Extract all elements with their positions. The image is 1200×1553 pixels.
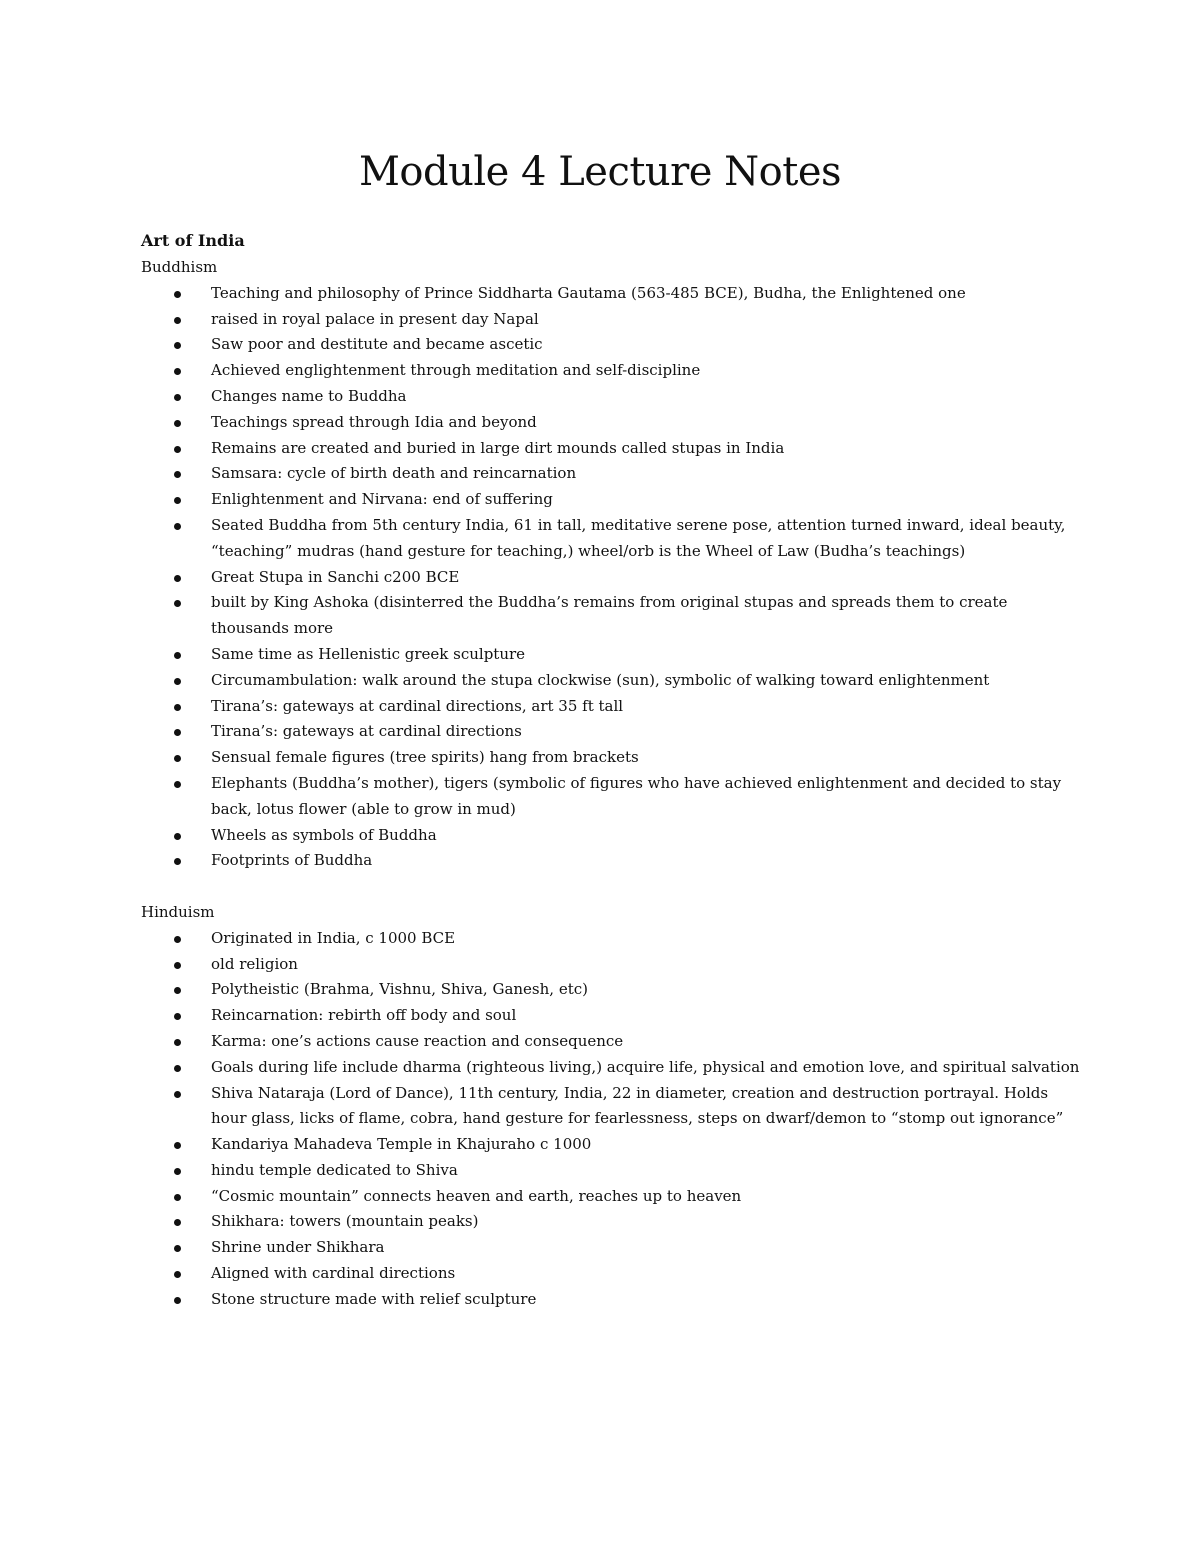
bullet-icon (174, 1039, 181, 1046)
bullet-icon (174, 497, 181, 504)
list-item (141, 410, 1081, 436)
list-item-text: Samsara: cycle of birth death and reincarnation (211, 464, 577, 483)
list-item-text: Circumambulation: walk around the stupa clockwise (sun), symbolic of walking toward enlightenment (211, 670, 990, 689)
bullet-icon (174, 987, 181, 994)
list-item (141, 281, 1081, 307)
section-heading-art-of-india: Art of India (141, 231, 245, 250)
bullet-icon (174, 1168, 181, 1175)
list-item (141, 590, 1081, 642)
list-item (141, 977, 1081, 1003)
list-item-text: hindu temple dedicated to Shiva (211, 1160, 458, 1179)
list-item (141, 1235, 1081, 1261)
list-item (141, 1003, 1081, 1029)
bullet-icon (174, 833, 181, 840)
list-item-text: Changes name to Buddha (211, 386, 407, 405)
list-item (141, 436, 1081, 462)
list-item-text: Saw poor and destitute and became ascetic (211, 335, 543, 354)
list-item-text: Remains are created and buried in large dirt mounds called stupas in India (211, 438, 785, 457)
list-item (141, 565, 1081, 591)
list-item (141, 745, 1081, 771)
list-item-text: Originated in India, c 1000 BCE (211, 928, 456, 947)
bullet-icon (174, 962, 181, 969)
list-item (141, 1261, 1081, 1287)
bullet-icon (174, 1013, 181, 1020)
bullet-icon (174, 317, 181, 324)
notes-content (141, 255, 1081, 1313)
list-item-text: Sensual female figures (tree spirits) hang from brackets (211, 748, 639, 767)
list-item-text: Karma: one’s actions cause reaction and consequence (211, 1031, 624, 1050)
list-item (141, 1029, 1081, 1055)
bullet-icon (174, 420, 181, 427)
list-item (141, 461, 1081, 487)
list-item (141, 952, 1081, 978)
list-item-text: Great Stupa in Sanchi c200 BCE (211, 567, 460, 586)
list-item-text: Shrine under Shikhara (211, 1238, 385, 1257)
list-item-text: Tirana’s: gateways at cardinal directions, art 35 ft tall (211, 696, 624, 715)
list-item-text: Tirana’s: gateways at cardinal directions (211, 722, 522, 741)
bullet-icon (174, 1297, 181, 1304)
bullet-icon (174, 858, 181, 865)
list-item-text: Seated Buddha from 5th century India, 61 in tall, meditative serene pose, attention turned inward, ideal beauty, “teaching” mudras (hand gesture for teaching,) wheel/orb is the Wheel of Law (Budha’s teachings) (211, 515, 1066, 560)
hinduism-list (141, 926, 1081, 1313)
list-item-text: “Cosmic mountain” connects heaven and earth, reaches up to heaven (211, 1186, 742, 1205)
list-item-text: Achieved englightenment through meditation and self-discipline (211, 361, 701, 380)
list-item (141, 694, 1081, 720)
list-item (141, 1055, 1081, 1081)
bullet-icon (174, 729, 181, 736)
list-item (141, 668, 1081, 694)
bullet-icon (174, 1091, 181, 1098)
bullet-icon (174, 1245, 181, 1252)
list-item (141, 642, 1081, 668)
list-item-text: Elephants (Buddha’s mother), tigers (symbolic of figures who have achieved enlightenment and decided to stay back, lotus flower (able to grow in mud) (211, 773, 1062, 818)
list-item (141, 719, 1081, 745)
list-item (141, 1081, 1081, 1133)
bullet-icon (174, 446, 181, 453)
list-item-text: Shikhara: towers (mountain peaks) (211, 1212, 479, 1231)
list-item (141, 848, 1081, 874)
list-item (141, 358, 1081, 384)
subheading-hinduism: Hinduism (141, 902, 215, 921)
bullet-icon (174, 600, 181, 607)
list-item (141, 1184, 1081, 1210)
list-item (141, 1132, 1081, 1158)
list-item (141, 307, 1081, 333)
list-item-text: Reincarnation: rebirth off body and soul (211, 1006, 517, 1025)
bullet-icon (174, 1194, 181, 1201)
list-item (141, 926, 1081, 952)
bullet-icon (174, 1219, 181, 1226)
page-title: Module 4 Lecture Notes (358, 149, 842, 195)
list-item (141, 384, 1081, 410)
bullet-icon (174, 291, 181, 298)
list-item (141, 771, 1081, 823)
bullet-icon (174, 368, 181, 375)
bullet-icon (174, 575, 181, 582)
buddhism-list (141, 281, 1081, 874)
bullet-icon (174, 678, 181, 685)
list-item (141, 513, 1081, 565)
list-item-text: Stone structure made with relief sculpture (211, 1289, 537, 1308)
bullet-icon (174, 523, 181, 530)
list-item-text: Teachings spread through Idia and beyond (211, 412, 537, 431)
list-item (141, 332, 1081, 358)
list-item-text: raised in royal palace in present day Napal (211, 309, 539, 328)
bullet-icon (174, 704, 181, 711)
bullet-icon (174, 394, 181, 401)
list-item-text: Teaching and philosophy of Prince Siddharta Gautama (563-485 BCE), Budha, the Enlightened one (211, 283, 966, 302)
list-item-text: Same time as Hellenistic greek sculpture (211, 644, 526, 663)
bullet-icon (174, 342, 181, 349)
list-item-text: Kandariya Mahadeva Temple in Khajuraho c 1000 (211, 1135, 592, 1154)
list-item (141, 823, 1081, 849)
list-item-text: old religion (211, 954, 298, 973)
bullet-icon (174, 471, 181, 478)
subheading-buddhism: Buddhism (141, 258, 218, 276)
list-item (141, 487, 1081, 513)
list-item-text: built by King Ashoka (disinterred the Buddha’s remains from original stupas and spreads them to create thousands more (211, 593, 1008, 638)
bullet-icon (174, 652, 181, 659)
list-item-text: Goals during life include dharma (righteous living,) acquire life, physical and emotion love, and spiritual salvation (211, 1057, 1080, 1076)
list-item (141, 1158, 1081, 1184)
list-item-text: Aligned with cardinal directions (211, 1264, 456, 1283)
bullet-icon (174, 1142, 181, 1149)
list-item (141, 1209, 1081, 1235)
list-item-text: Polytheistic (Brahma, Vishnu, Shiva, Ganesh, etc) (211, 980, 588, 999)
list-item-text: Shiva Nataraja (Lord of Dance), 11th century, India, 22 in diameter, creation and destruction portrayal. Holds hour glass, licks of flame, cobra, hand gesture for fearlessness, steps on dwarf/demon to “stomp out ignorance” (211, 1083, 1064, 1128)
bullet-icon (174, 1065, 181, 1072)
bullet-icon (174, 755, 181, 762)
bullet-icon (174, 781, 181, 788)
list-item (141, 1287, 1081, 1313)
bullet-icon (174, 1271, 181, 1278)
bullet-icon (174, 936, 181, 943)
list-item-text: Footprints of Buddha (211, 851, 373, 870)
list-item-text: Enlightenment and Nirvana: end of suffering (211, 490, 553, 509)
list-item-text: Wheels as symbols of Buddha (211, 825, 437, 844)
